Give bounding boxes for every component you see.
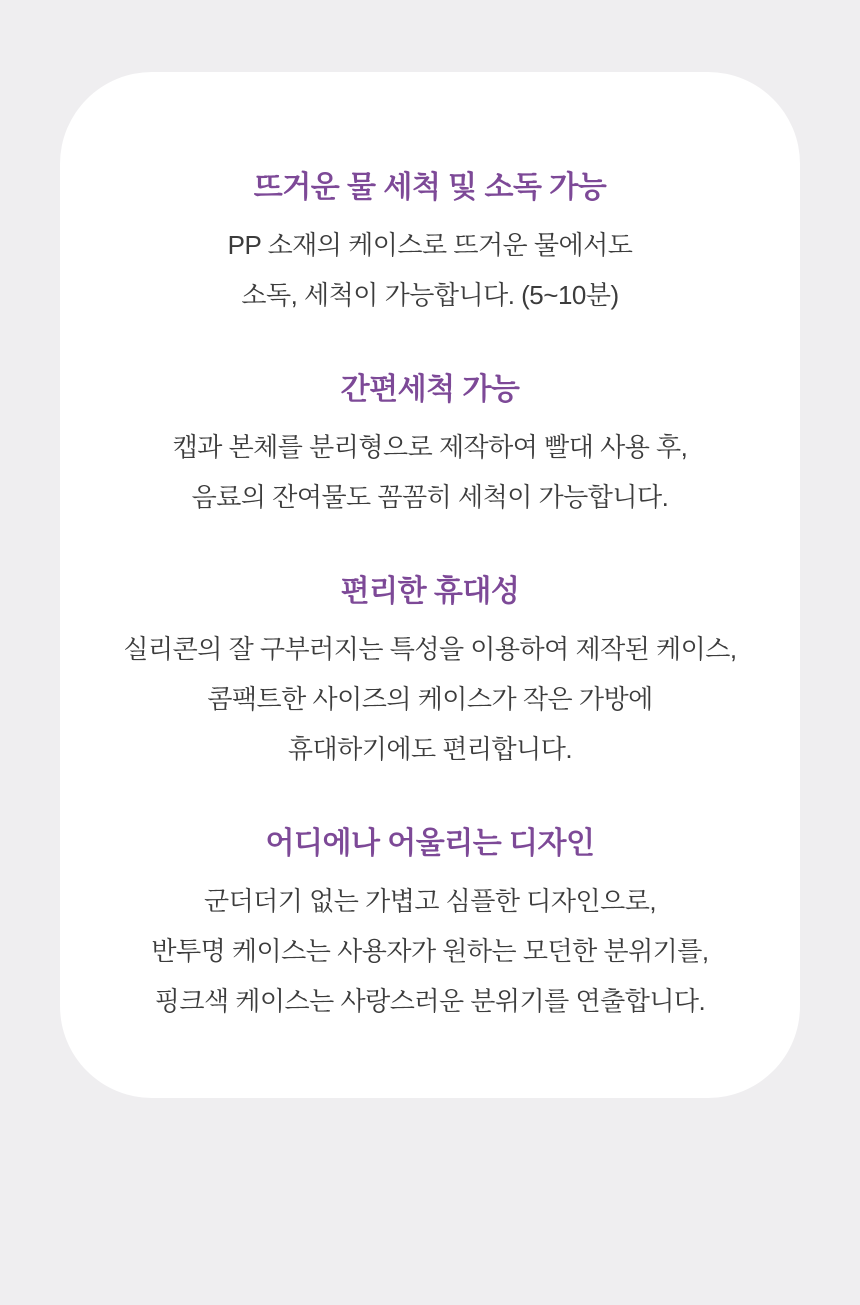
section-body-line: 휴대하기에도 편리합니다. [287,734,573,764]
feature-section-design [90,824,770,1026]
section-body-line: 군더더기 없는 가볍고 심플한 디자인으로, [203,886,657,916]
feature-section-hot-water-wash [90,168,770,320]
section-heading: 편리한 휴대성 [340,575,520,608]
section-body-line: 반투명 케이스는 사용자가 원하는 모던한 분위기를, [151,936,709,966]
feature-section-portability [90,572,770,774]
section-body-line: 소독, 세척이 가능합니다. (5~10분) [241,280,619,310]
section-body-line: 핑크색 케이스는 사랑스러운 분위기를 연출합니다. [154,986,706,1016]
section-body-line: 캡과 본체를 분리형으로 제작하여 빨대 사용 후, [172,432,688,462]
section-body-line: 음료의 잔여물도 꼼꼼히 세척이 가능합니다. [191,482,669,512]
section-body-line: 실리콘의 잘 구부러지는 특성을 이용하여 제작된 케이스, [123,634,737,664]
product-description-card [60,72,800,1098]
section-body-line: PP 소재의 케이스로 뜨거운 물에서도 [227,230,633,260]
feature-section-easy-wash [90,370,770,522]
section-heading: 어디에나 어울리는 디자인 [265,827,595,860]
section-heading: 뜨거운 물 세척 및 소독 가능 [253,171,607,204]
section-body-line: 콤팩트한 사이즈의 케이스가 작은 가방에 [207,684,653,714]
section-heading: 간편세척 가능 [340,373,520,406]
